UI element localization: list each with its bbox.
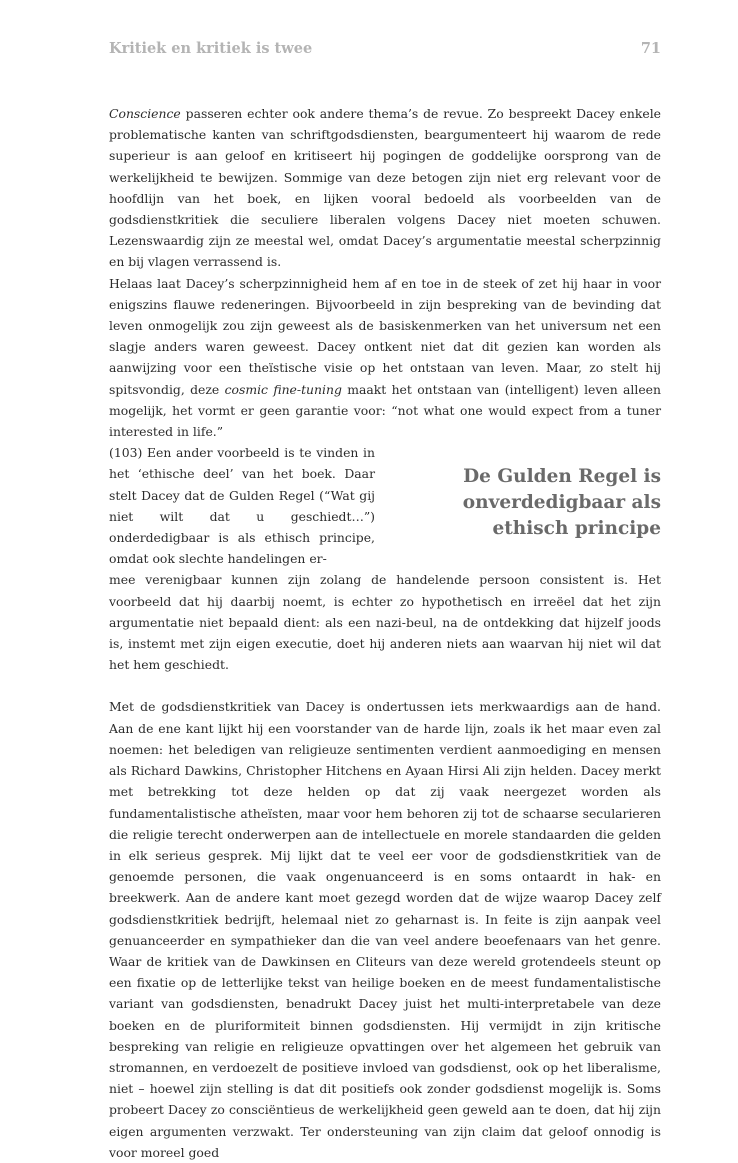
paragraph-1 [109, 103, 661, 273]
running-head [109, 40, 661, 57]
paragraph-2-text-b: maakt het ontstaan van (intelligent) leven alleen mogelijk, het vormt er geen garantie voor: “not what one would expect from a tuner interested in life.” [109, 381, 661, 440]
paragraph-2 [109, 273, 661, 443]
pull-quote-section [109, 442, 661, 569]
body-text [109, 103, 661, 1163]
paragraph-3-continued: mee verenigbaar kunnen zijn zolang de handelende persoon consistent is. Het voorbeeld dat hij daarbij noemt, is echter zo hypothetisch en irreëel dat het zijn argumentatie niet bepaald dient: als een nazi-beul, na de ontdekking dat hijzelf joods is, instemt met zijn eigen executie, doet hij anderen niets aan waarvan hij niet wil dat het hem geschiedt. [109, 572, 661, 673]
pull-quote: De Gulden Regel is onverdedigbaar als ethisch principe [462, 466, 661, 540]
page-number: 71 [640, 40, 661, 57]
paragraph-3-side: (103) Een ander voorbeeld is te vinden in het ‘ethische deel’ van het boek. Daar stelt Dacey dat de Gulden Regel (“Wat gij niet wilt dat u geschiedt…”) onderdedigbaar is als ethisch principe, omdat ook slechte handelingen er- [109, 445, 375, 567]
paragraph-2-text-a: Helaas laat Dacey’s scherpzinnigheid hem af en toe in de steek of zet hij haar in voor enigszins flauwe redeneringen. Bijvoorbeeld in zijn bespreking van de bevinding dat leven onmogelijk zou zijn geweest als de basiskenmerken van het universum net een slagje anders waren geweest. Dacey ontkent niet dat dit gezien kan worden als aanwijzing voor een theïstische visie op het ontstaan van leven. Maar, zo stelt hij spitsvondig, deze [109, 275, 661, 397]
paragraph-4: Met de godsdienstkritiek van Dacey is ondertussen iets merkwaardigs aan de hand. Aan de ene kant lijkt hij een voorstander van de harde lijn, zoals ik het maar even zal noemen: het beledigen van religieuze sentimenten verdient aanmoediging en mensen als Richard Dawkins, Christopher Hitchens en Ayaan Hirsi Ali zijn helden. Dacey merkt met betrekking tot deze helden op dat zij vaak neergezet worden als fundamentalistische atheïsten, maar voor hem behoren zij tot de schaarse secularieren die religie terecht onderwerpen aan de intellectuele en morele standaarden die gelden in elk serieus gesprek. Mij lijkt dat te veel eer voor de godsdienstkritiek van de genoemde personen, die vaak ongenuanceerd is en soms ontaardt in hak- en breekwerk. Aan de andere kant moet gezegd worden dat de wijze waarop Dacey zelf godsdienstkritiek bedrijft, helemaal niet zo geharnast is. In feite is zijn aanpak veel genuanceerder en sympathieker dan die van veel andere beoefenaars van het genre. Waar de kritiek van de Dawkinsen en Cliteurs van deze wereld grotendeels steunt op een fixatie op de letterlijke tekst van heilige boeken en de meest fundamentalistische variant van godsdiensten, benadrukt Dacey juist het multi-interpretabele van deze boeken en de pluriformiteit binnen godsdiensten. Hij vermijdt in zijn kritische bespreking van religie en religieuze opvattingen over het algemeen het gebruik van stromannen, en verdoezelt de positieve invloed van godsdienst, ook op het liberalisme, niet – hoewel zijn stelling is dat dit positiefs ook zonder godsdienst mogelijk is. Soms probeert Dacey zo consciëntieus de werkelijkheid geen geweld aan te doen, dat hij zijn eigen argumenten verzwakt. Ter ondersteuning van zijn claim dat geloof onnodig is voor moreel goed [109, 699, 661, 1160]
paragraph-1-text: passeren echter ook andere thema’s de revue. Zo bespreekt Dacey enkele problematische kanten van schriftgodsdiensten, beargumenteert hij waarom de rede superieur is aan geloof en kritiseert hij pogingen de goddelijke oorsprong van de werkelijkheid te bewijzen. Sommige van deze betogen zijn niet erg relevant voor de hoofdlijn van het boek, en lijken vooral bedoeld als voorbeelden van de godsdienstkritiek die seculiere liberalen volgens Dacey niet moeten schuwen. Lezenswaardig zijn ze meestal wel, omdat Dacey’s argumentatie meestal scherpzinnig en bij vlagen verrassend is. [109, 106, 661, 270]
running-title: Kritiek en kritiek is twee [109, 40, 313, 57]
italic-title: Conscience [109, 106, 181, 121]
italic-term: cosmic fine-tuning [224, 381, 342, 397]
paragraph-gap [109, 675, 661, 696]
